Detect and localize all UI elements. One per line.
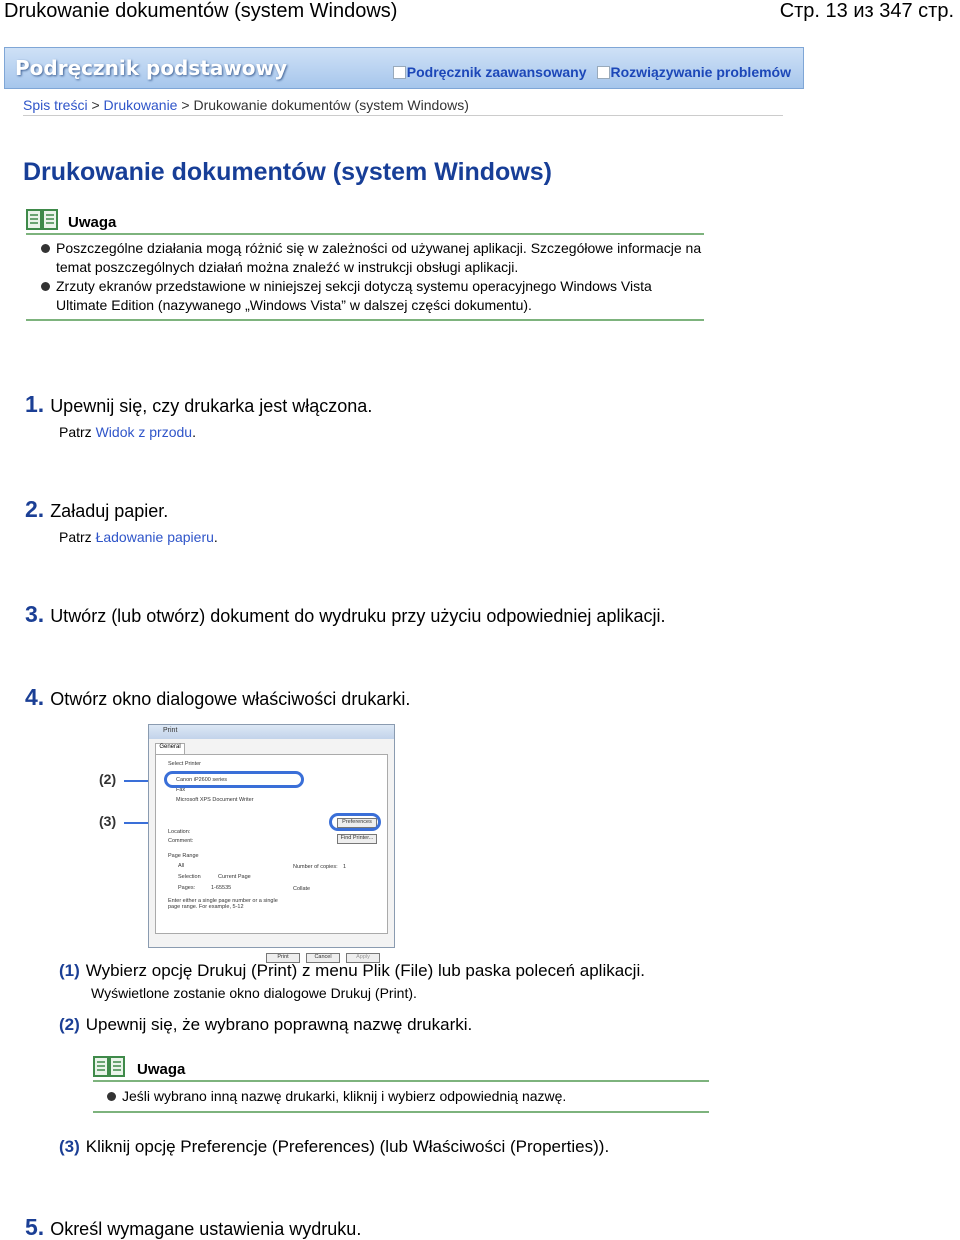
note-rule [26, 233, 704, 235]
note-label: Uwaga [68, 214, 117, 231]
note-item-text: Jeśli wybrano inną nazwę drukarki, kliknij i wybierz odpowiednią nazwę. [122, 1088, 567, 1104]
breadcrumb-toc-link[interactable]: Spis treści [23, 97, 88, 113]
apply-button: Apply [346, 953, 380, 963]
note-box [93, 1054, 709, 1113]
step-2-reference [59, 529, 218, 545]
collate-label: Collate [293, 886, 311, 892]
substep-text: Wybierz opcję Drukuj (Print) z menu Plik (File) lub paska poleceń aplikacji. [85, 961, 645, 980]
troubleshooting-link[interactable] [597, 64, 791, 80]
banner-brand: Podręcznik podstawowy [15, 56, 288, 80]
breadcrumb-current: Drukowanie dokumentów (system Windows) [193, 97, 469, 113]
note-list [26, 239, 704, 315]
printer-fax: Fax [176, 787, 186, 793]
range-hint: Enter either a single page number or a single page range. For example, 5-12 [168, 898, 278, 910]
tab-general: General [155, 743, 185, 755]
note-label: Uwaga [137, 1061, 186, 1078]
substep-number: (3) [59, 1137, 80, 1156]
page-title: Drukowanie dokumentów (system Windows) [23, 158, 553, 186]
note-item-text: Zrzuty ekranów przedstawione w niniejszej sekcji dotyczą systemu operacyjnego Windows Vista Ultimate Edition (nazywanego „Windows Vista” w dalszej części dokumentu). [56, 278, 652, 313]
printer-highlight [164, 771, 304, 788]
range-current: Current Page [218, 874, 251, 880]
page-range-label: Page Range [168, 853, 199, 859]
note-item [41, 239, 704, 277]
callout-3: (3) [99, 813, 117, 829]
dialog-titlebar: Print [149, 725, 394, 739]
step-5 [25, 1214, 361, 1240]
substep-1 [59, 961, 645, 981]
page-header [4, 0, 960, 24]
preferences-button: Preferences [337, 818, 377, 828]
step-number: 1. [25, 391, 45, 417]
substep-number: (2) [59, 1015, 80, 1034]
book-icon [93, 1056, 125, 1078]
front-view-link[interactable]: Widok z przodu [95, 424, 193, 440]
advanced-guide-link[interactable] [393, 64, 587, 80]
select-printer-label: Select Printer [168, 761, 202, 767]
note-item-text: Poszczególne działania mogą różnić się w zależności od używanej aplikacji. Szczegółowe informacje na temat poszczególnych działań można znaleźć w instrukcji obsługi aplikacji. [56, 240, 702, 275]
printer-canon: Canon iP2600 series [176, 777, 228, 783]
manual-banner [4, 47, 804, 89]
copies-value: 1 [343, 864, 347, 870]
substep-3 [59, 1137, 609, 1157]
substep-number: (1) [59, 961, 80, 980]
book-icon [26, 209, 58, 231]
banner-links [393, 64, 791, 80]
substep-1-detail: Wyświetlone zostanie okno dialogowe Drukuj (Print). [91, 985, 417, 1001]
substep-2 [59, 1015, 472, 1035]
troubleshooting-label: Rozwiązywanie problemów [610, 64, 791, 80]
preferences-highlight [329, 813, 381, 831]
advanced-guide-label: Podręcznik zaawansowany [406, 64, 587, 80]
step-text: Otwórz okno dialogowe właściwości drukarki. [50, 689, 411, 709]
substep-text: Kliknij opcję Preferencje (Preferences) (lub Właściwości (Properties)). [85, 1137, 610, 1156]
step-number: 3. [25, 601, 45, 627]
document-title: Drukowanie dokumentów (system Windows) [4, 0, 398, 22]
step-2 [25, 496, 168, 523]
note-item [41, 277, 704, 315]
reference-suffix: . [192, 424, 196, 440]
step-4 [25, 684, 410, 711]
page-counter: Стр. 13 из 347 стр. [779, 0, 954, 22]
note-rule [26, 319, 704, 321]
step-1 [25, 391, 372, 418]
bullet-icon [107, 1092, 116, 1101]
print-button: Print [266, 953, 300, 963]
bullet-icon [41, 282, 50, 291]
pages-value: 1-65535 [211, 885, 232, 891]
print-dialog-screenshot [148, 724, 395, 960]
note-item [107, 1087, 709, 1106]
find-printer-button: Find Printer... [337, 834, 377, 844]
square-icon [597, 66, 610, 79]
step-text: Załaduj papier. [50, 501, 169, 521]
range-all: All [178, 863, 185, 869]
location-label: Location: [168, 829, 191, 835]
comment-label: Comment: [168, 838, 194, 844]
reference-prefix: Patrz [59, 424, 96, 440]
cancel-button: Cancel [306, 953, 340, 963]
breadcrumb-printing-link[interactable]: Drukowanie [103, 97, 178, 113]
step-text: Upewnij się, czy drukarka jest włączona. [50, 396, 373, 416]
note-rule [93, 1080, 709, 1082]
step-number: 5. [25, 1214, 45, 1240]
printer-xps: Microsoft XPS Document Writer [176, 797, 254, 803]
loading-paper-link[interactable]: Ładowanie papieru [95, 529, 214, 545]
callout-2: (2) [99, 771, 117, 787]
step-text: Określ wymagane ustawienia wydruku. [50, 1219, 362, 1239]
breadcrumb-separator: > [87, 97, 104, 113]
reference-prefix: Patrz [59, 529, 96, 545]
step-number: 2. [25, 496, 45, 522]
copies-label: Number of copies: [293, 864, 338, 870]
step-1-reference [59, 424, 196, 440]
range-pages: Pages: [178, 885, 196, 891]
square-icon [393, 66, 406, 79]
bullet-icon [41, 244, 50, 253]
reference-suffix: . [213, 529, 218, 545]
step-3 [25, 601, 665, 628]
breadcrumb-divider [23, 115, 783, 116]
note-rule [93, 1111, 709, 1113]
step-number: 4. [25, 684, 45, 710]
breadcrumb [23, 97, 469, 113]
note-box [26, 207, 704, 321]
range-selection: Selection [178, 874, 201, 880]
breadcrumb-separator: > [177, 97, 194, 113]
note-list [93, 1087, 709, 1106]
substep-text: Upewnij się, że wybrano poprawną nazwę drukarki. [85, 1015, 473, 1034]
step-text: Utwórz (lub otwórz) dokument do wydruku przy użyciu odpowiedniej aplikacji. [50, 606, 666, 626]
